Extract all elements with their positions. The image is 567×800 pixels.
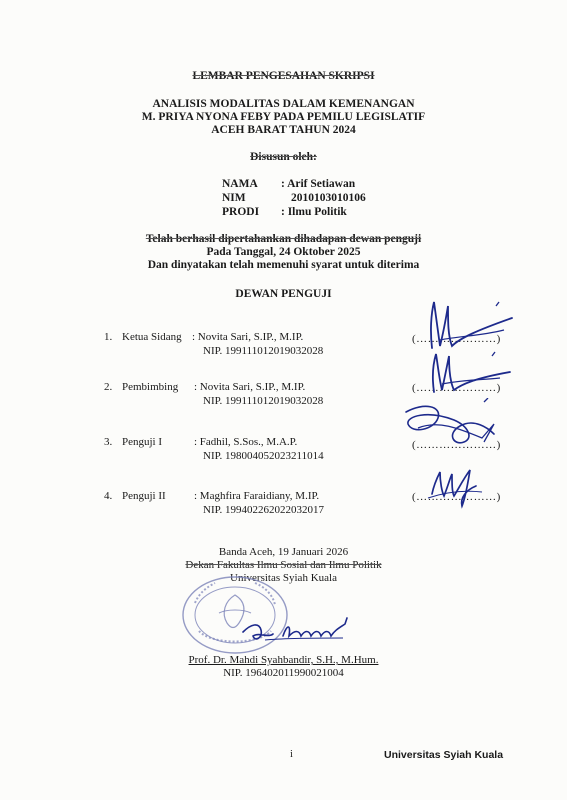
signature-placeholder: (…………………) <box>412 333 501 345</box>
defense-statement-line-1: Telah berhasil dipertahankan dihadapan dewan penguji <box>145 233 422 245</box>
thesis-title-line-3: ACEH BARAT TAHUN 2024 <box>211 124 356 136</box>
signature-placeholder: (…………………) <box>412 491 501 503</box>
examiner-nip: NIP. 199111012019032028 <box>203 345 324 357</box>
page-number: i <box>290 749 293 760</box>
thesis-title-line-1: ANALISIS MODALITAS DALAM KEMENANGAN <box>152 98 415 110</box>
approval-university: Universitas Syiah Kuala <box>230 572 337 584</box>
identity-value-prodi: : Ilmu Politik <box>281 206 347 218</box>
signature-penguji-1 <box>398 398 518 453</box>
examiner-nip: NIP. 199402262022032017 <box>203 504 325 516</box>
dean-signature <box>225 608 365 656</box>
examiner-number: 1. <box>104 331 113 343</box>
dean-nip: NIP. 196402011990021004 <box>223 667 344 679</box>
identity-label-prodi: PRODI <box>222 206 260 218</box>
signature-placeholder: (…………………) <box>412 382 501 394</box>
document-heading: LEMBAR PENGESAHAN SKRIPSI <box>192 70 375 82</box>
examiner-name: : Maghfira Faraidiany, M.IP. <box>194 490 320 502</box>
identity-value-nim: 2010103010106 <box>291 192 366 204</box>
signature-placeholder: (…………………) <box>412 439 501 451</box>
board-heading: DEWAN PENGUJI <box>235 288 332 300</box>
thesis-title-line-2: M. PRIYA NYONA FEBY PADA PEMILU LEGISLATIF <box>141 111 426 123</box>
examiner-number: 3. <box>104 436 113 448</box>
examiner-role: Ketua Sidang <box>122 331 182 343</box>
signature-penguji-2 <box>410 462 520 512</box>
examiner-number: 2. <box>104 381 113 393</box>
examiner-name: : Novita Sari, S.IP., M.IP. <box>194 381 306 393</box>
examiner-name: : Novita Sari, S.IP., M.IP. <box>192 331 304 343</box>
examiner-role: Pembimbing <box>122 381 179 393</box>
examiner-name: : Fadhil, S.Sos., M.A.P. <box>194 436 298 448</box>
examiner-role: Penguji II <box>122 490 166 502</box>
examiner-number: 4. <box>104 490 113 502</box>
approval-place-date: Banda Aceh, 19 Januari 2026 <box>218 546 349 558</box>
examiner-nip: NIP. 199111012019032028 <box>203 395 324 407</box>
identity-label-name: NAMA <box>222 178 258 190</box>
examiner-role: Penguji I <box>122 436 163 448</box>
defense-statement-line-2: Pada Tanggal, 24 Oktober 2025 <box>206 246 361 258</box>
identity-value-name: : Arif Setiawan <box>281 178 356 190</box>
identity-label-nim: NIM <box>222 192 246 204</box>
examiner-nip: NIP. 198004052023211014 <box>203 450 324 462</box>
dean-name: Prof. Dr. Mahdi Syahbandir, S.H., M.Hum. <box>188 654 379 666</box>
prepared-by-label: Disusun oleh: <box>250 151 317 163</box>
defense-statement-line-3: Dan dinyatakan telah memenuhi syarat untuk diterima <box>147 259 420 271</box>
approval-position: Dekan Fakultas Ilmu Sosial dan Ilmu Politik <box>185 559 382 571</box>
footer-institution: Universitas Syiah Kuala <box>384 749 504 761</box>
